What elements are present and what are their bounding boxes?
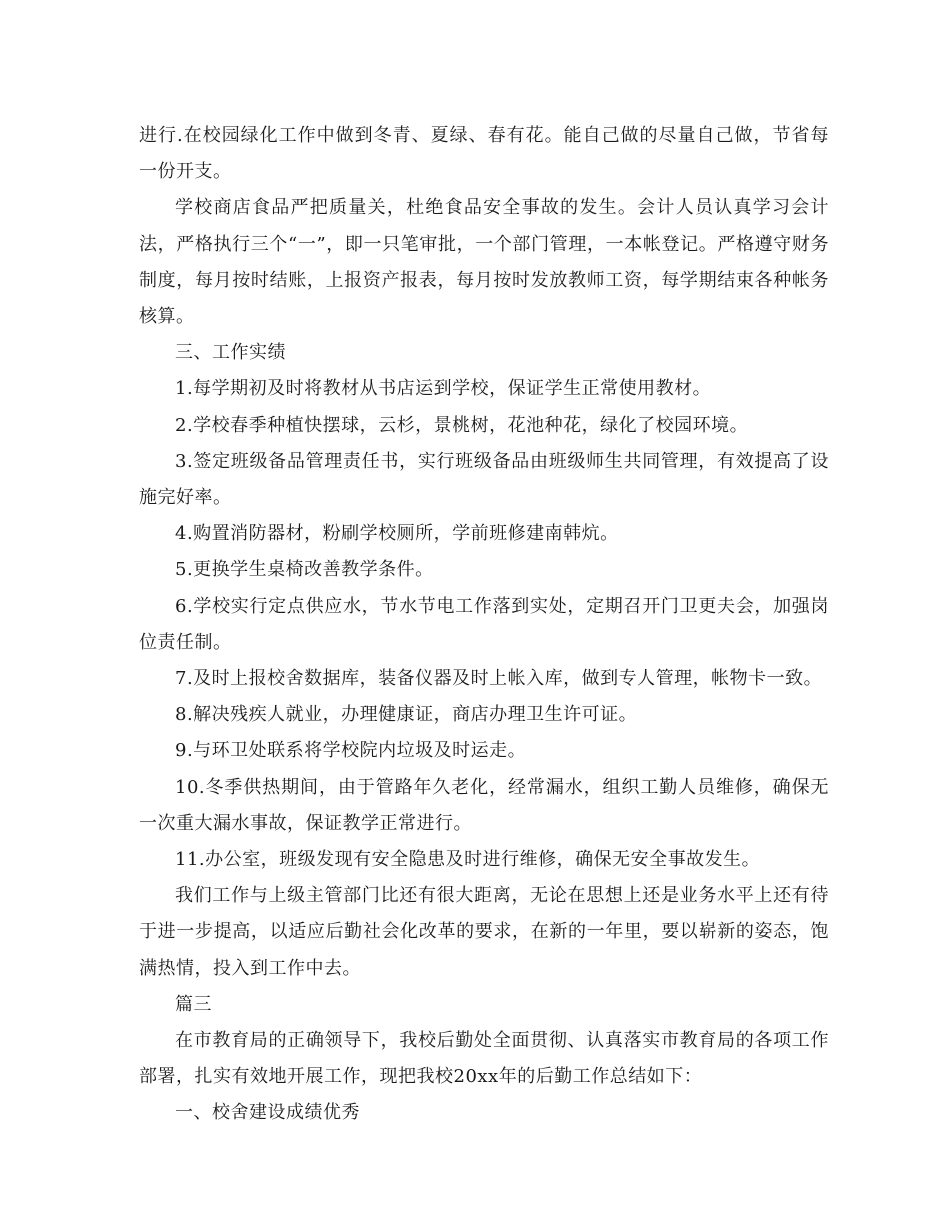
list-item-2: 2.学校春季种植快摆球，云杉，景桃树，花池种花，绿化了校园环境。 [175, 414, 749, 436]
section-heading-building: 一、校舍建设成绩优秀 [175, 1102, 360, 1124]
paragraph-continuation: 进行.在校园绿化工作中做到冬青、夏绿、春有花。能自己做的尽量自己做，节省每一份开支。 [139, 125, 829, 183]
list-item-6: 6.学校实行定点供应水，节水节电工作落到实处，定期召开门卫更夫会，加强岗位责任制。 [139, 595, 829, 653]
document-body [139, 118, 829, 1132]
paragraph-store-accounting: 学校商店食品严把质量关，杜绝食品安全事故的发生。会计人员认真学习会计法，严格执行三个“一”，即一只笔审批，一个部门管理，一本帐登记。严格遵守财务制度，每月按时结账，上报资产报表，每月按时发放教师工资，每学期结束各种帐务核算。 [139, 197, 829, 328]
paragraph-conclusion: 我们工作与上级主管部门比还有很大距离，无论在思想上还是业务水平上还有待于进一步提高，以适应后勤社会化改革的要求，在新的一年里，要以崭新的姿态，饱满热情，投入到工作中去。 [139, 885, 829, 979]
list-item-5: 5.更换学生桌椅改善教学条件。 [175, 559, 434, 581]
list-item-9: 9.与环卫处联系将学校院内垃圾及时运走。 [175, 740, 527, 762]
section-heading-achievements: 三、工作实绩 [175, 342, 286, 364]
list-item-8: 8.解决残疾人就业，办理健康证，商店办理卫生许可证。 [175, 704, 638, 726]
list-item-1: 1.每学期初及时将教材从书店运到学校，保证学生正常使用教材。 [175, 378, 712, 400]
list-item-10: 10.冬季供热期间，由于管路年久老化，经常漏水，组织工勤人员维修，确保无一次重大漏水事故，保证教学正常进行。 [139, 776, 829, 834]
paragraph-intro: 在市教育局的正确领导下，我校后勤处全面贯彻、认真落实市教育局的各项工作部署，扎实有效地开展工作，现把我校20xx年的后勤工作总结如下： [139, 1030, 829, 1088]
list-item-7: 7.及时上报校舍数据库，装备仪器及时上帐入库，做到专人管理，帐物卡一致。 [175, 668, 823, 690]
list-item-4: 4.购置消防器材，粉刷学校厕所，学前班修建南韩炕。 [175, 523, 619, 545]
list-item-11: 11.办公室，班级发现有安全隐患及时进行维修，确保无安全事故发生。 [175, 849, 761, 871]
list-item-3: 3.签定班级备品管理责任书，实行班级备品由班级师生共同管理，有效提高了设施完好率。 [139, 450, 829, 509]
section-heading-part-three: 篇三 [175, 993, 212, 1015]
